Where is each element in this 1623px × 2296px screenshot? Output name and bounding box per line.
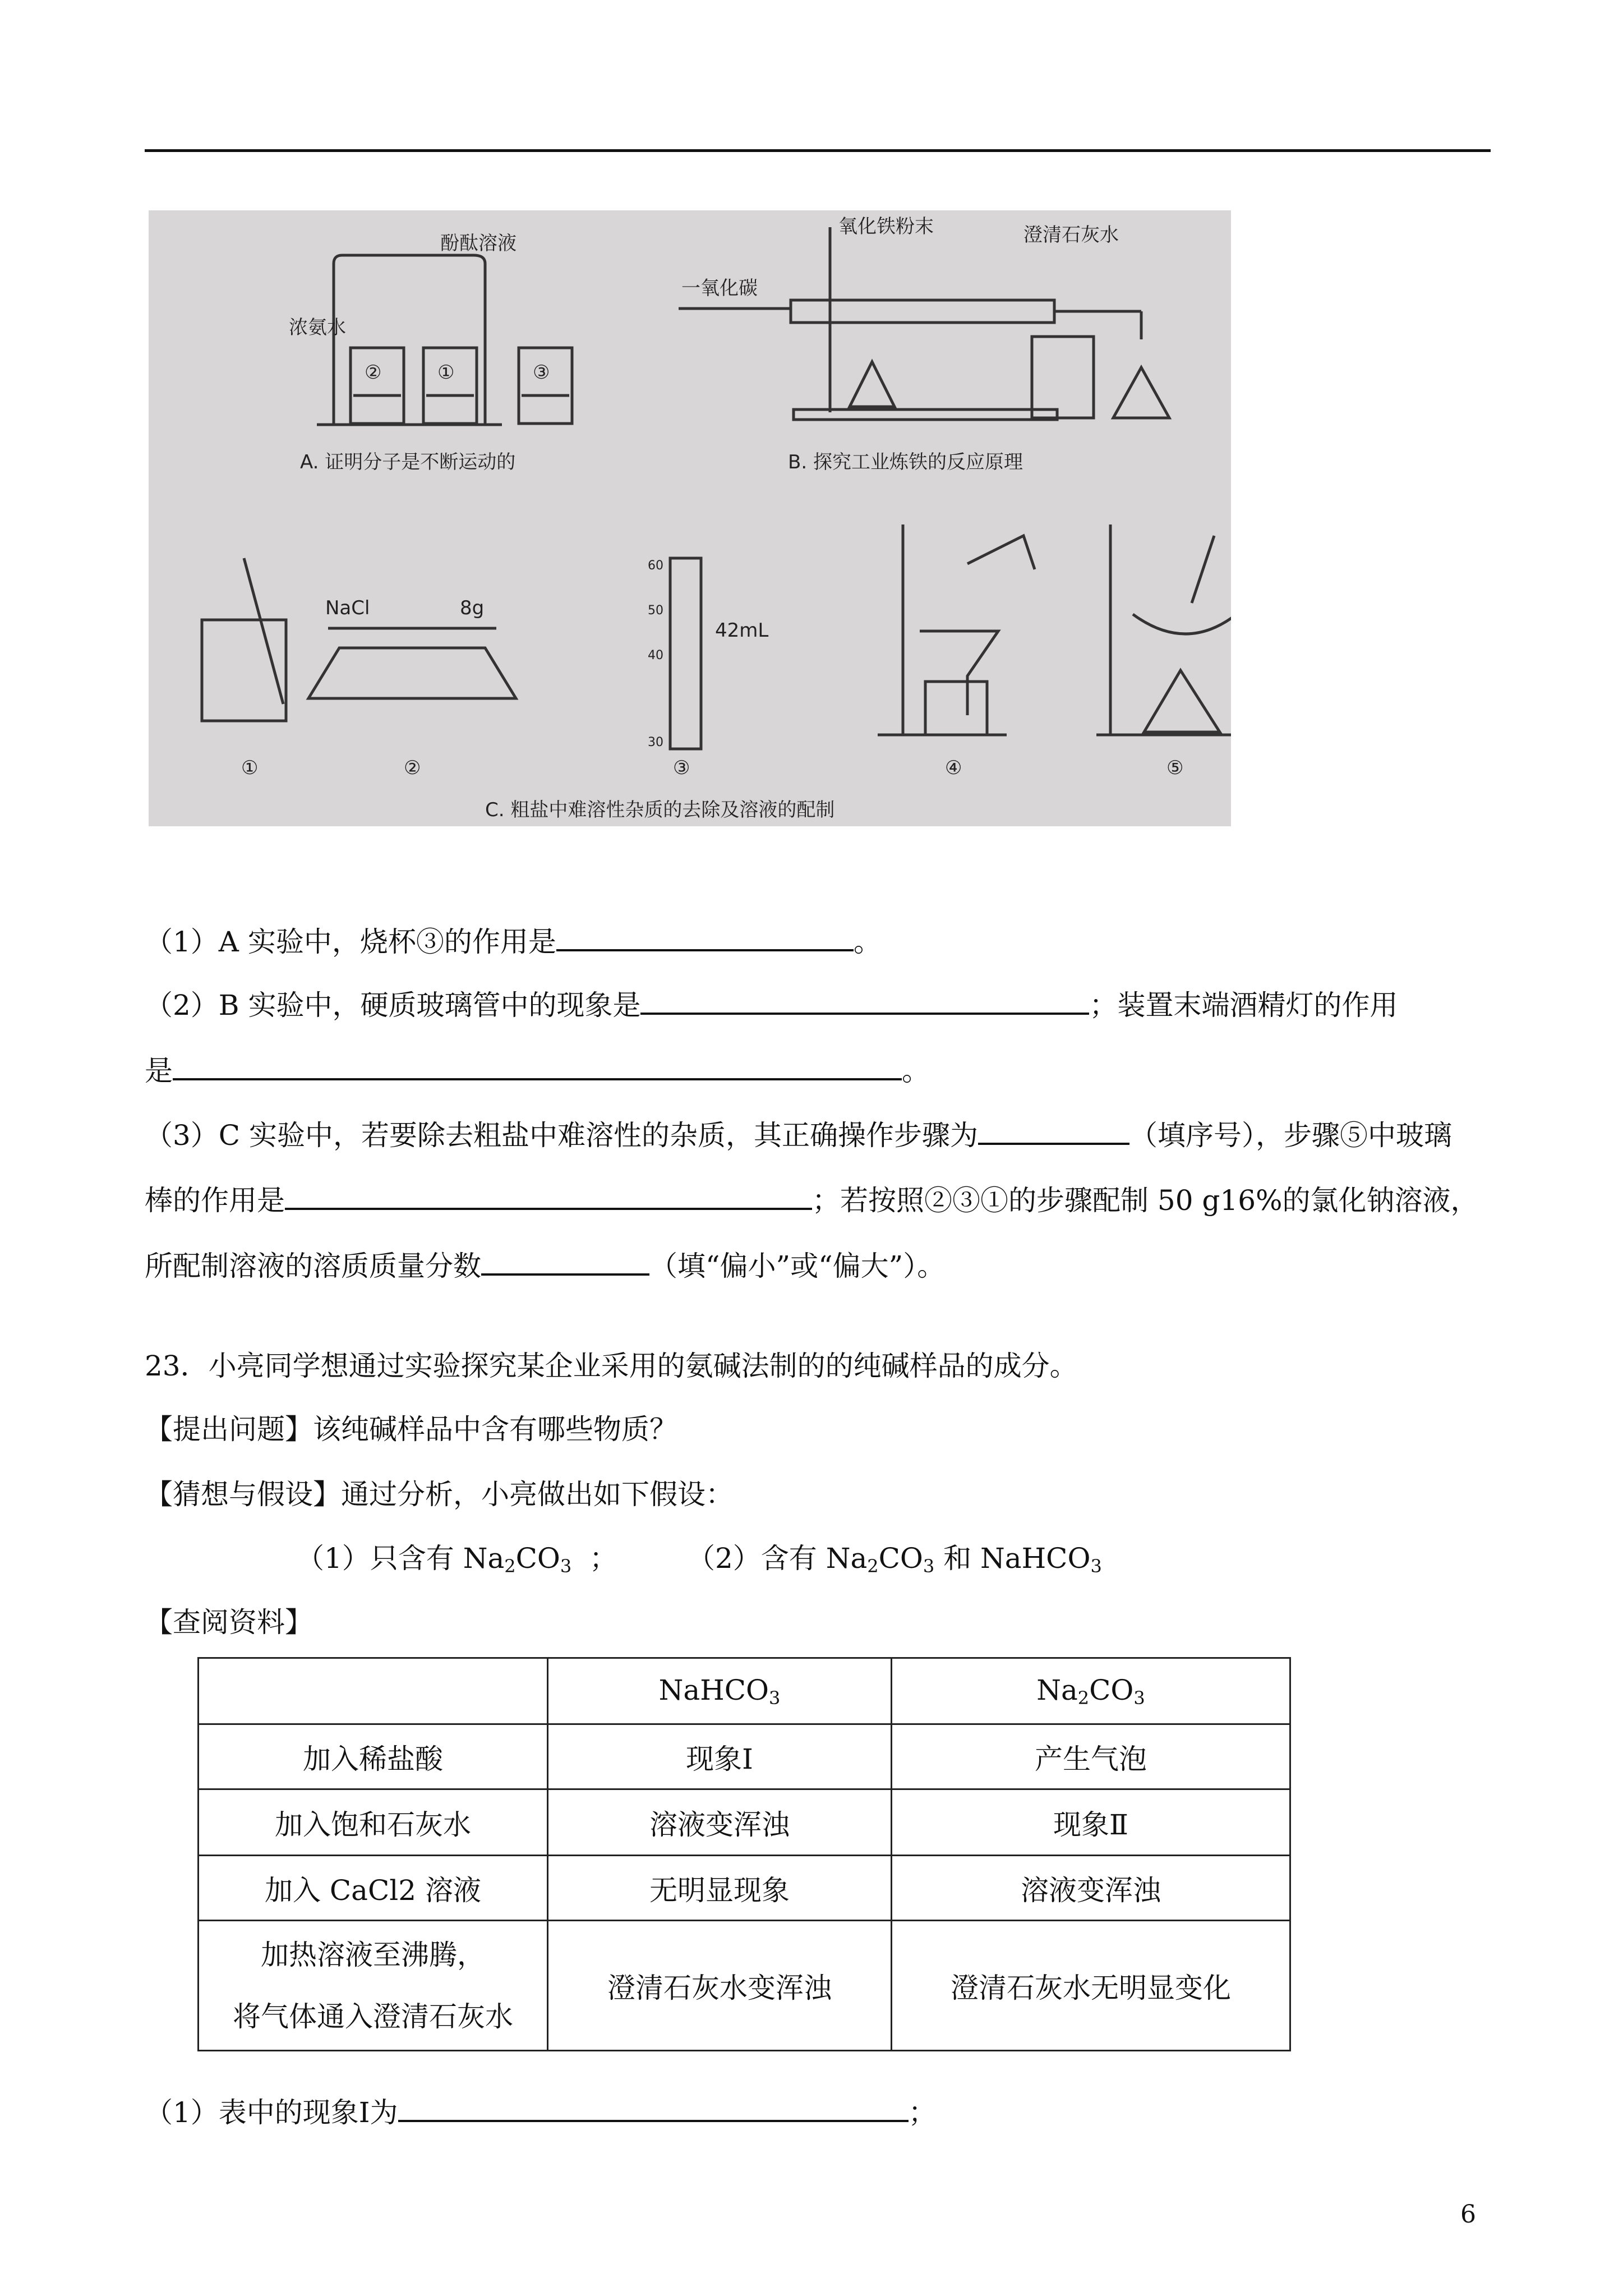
svg-text:50: 50 [648, 604, 663, 618]
svg-text:②: ② [365, 361, 382, 384]
svg-text:澄清石灰水: 澄清石灰水 [1023, 224, 1119, 246]
fig-label-a-left: 浓氨水 [289, 316, 346, 339]
header-na2co3: $Na_2CO_3$ [892, 1658, 1290, 1724]
question-2b: 是 。 [145, 1055, 930, 1087]
q23-problem: 【提出问题】该纯碱样品中含有哪些物质？ [145, 1413, 677, 1446]
table-row: 加入饱和石灰水 溶液变浑浊 现象Ⅱ [199, 1789, 1290, 1856]
svg-text:②: ② [404, 757, 421, 779]
question-3a: （3）C 实验中，若要除去粗盐中难溶性的杂质，其正确操作步骤为 （填序号），步骤⑤中玻璃 [145, 1119, 1452, 1152]
q23-hypothesis-1: （1）只含有 $Na_2CO_3$ ； [296, 1542, 618, 1577]
fig-caption-a: A. 证明分子是不断运动的 [300, 451, 516, 473]
reference-table [197, 1657, 1291, 2051]
answer-blank-23-1[interactable] [398, 2095, 909, 2122]
svg-text:一氧化碳: 一氧化碳 [681, 277, 758, 300]
answer-blank-1[interactable] [556, 924, 854, 951]
answer-blank-2a[interactable] [640, 988, 1089, 1015]
svg-text:③: ③ [673, 757, 690, 779]
svg-text:⑤: ⑤ [1166, 757, 1184, 779]
table-row: 加热溶液至沸腾， 将气体通入澄清石灰水 澄清石灰水变浑浊 澄清石灰水无明显变化 [199, 1921, 1290, 2051]
svg-text:40: 40 [648, 648, 663, 662]
figure-background [149, 210, 1231, 826]
q23-intro: 23．小亮同学想通过实验探究某企业采用的氨碱法制的的纯碱样品的成分。 [145, 1350, 1078, 1382]
fig-caption-c: C. 粗盐中难溶性杂质的去除及溶液的配制 [485, 799, 835, 821]
question-3c: 所配制溶液的溶质质量分数 （填“偏小”或“偏大”）。 [145, 1250, 946, 1282]
page-number: 6 [1460, 2200, 1476, 2229]
q23-reference: 【查阅资料】 [145, 1606, 313, 1639]
fig-caption-b: B. 探究工业炼铁的反应原理 [788, 451, 1023, 473]
svg-text:①: ① [437, 361, 455, 384]
svg-text:42mL: 42mL [715, 619, 769, 642]
table-header-row [199, 1658, 1290, 1724]
svg-text:8g: 8g [460, 597, 485, 619]
question-1: （1）A 实验中，烧杯③的作用是 。 [145, 926, 882, 958]
answer-blank-3c[interactable] [481, 1249, 649, 1276]
header-rule [145, 149, 1491, 152]
svg-text:①: ① [241, 757, 259, 779]
svg-text:60: 60 [648, 559, 663, 573]
answer-blank-3b[interactable] [285, 1183, 812, 1210]
question-3b: 棒的作用是 ；若按照②③①的步骤配制 50 g16%的氯化钠溶液， [145, 1184, 1479, 1217]
question-2a: （2）B 实验中，硬质玻璃管中的现象是 ；装置末端酒精灯的作用 [145, 989, 1398, 1022]
experiment-figure [149, 210, 1231, 826]
answer-blank-3a[interactable] [978, 1118, 1129, 1145]
table-row: 加入 CaCl2 溶液 无明显现象 溶液变浑浊 [199, 1856, 1290, 1921]
svg-text:④: ④ [945, 757, 962, 779]
table-row: 加入稀盐酸 现象Ⅰ 产生气泡 [199, 1724, 1290, 1789]
svg-text:氧化铁粉末: 氧化铁粉末 [838, 215, 934, 238]
svg-text:30: 30 [648, 735, 663, 749]
q23-hypothesis-2: （2）含有 $Na_2CO_3$ 和 NaHCO$_3$ [687, 1542, 1102, 1577]
q23-part-1: （1）表中的现象Ⅰ为 ； [145, 2096, 937, 2129]
svg-text:NaCl: NaCl [325, 597, 370, 619]
svg-text:③: ③ [533, 361, 550, 384]
header-nahco3: NaHCO$_3$ [548, 1658, 892, 1724]
fig-label-a-top: 酚酞溶液 [440, 232, 517, 255]
answer-blank-2b[interactable] [173, 1053, 902, 1080]
q23-hypothesis: 【猜想与假设】通过分析，小亮做出如下假设： [145, 1478, 734, 1511]
